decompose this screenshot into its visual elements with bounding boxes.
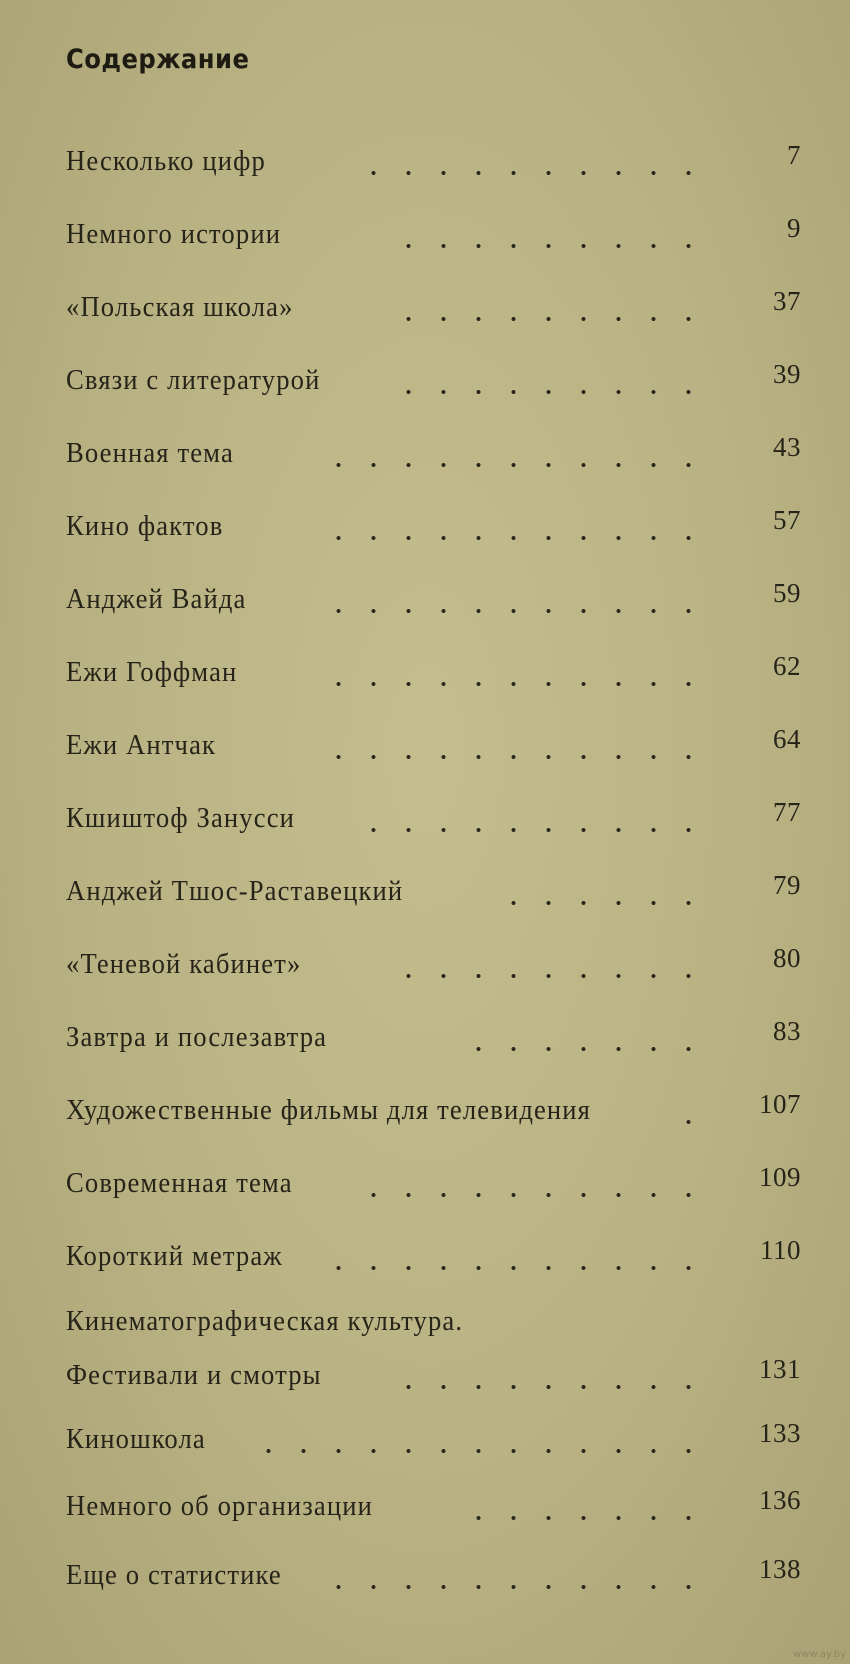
dot-leader <box>346 827 706 833</box>
entry-title: «Польская школа» <box>66 292 294 323</box>
entry-title: Ежи Гоффман <box>66 657 238 688</box>
entry-title: Киношкола <box>66 1424 206 1455</box>
toc-entry <box>66 1554 801 1598</box>
dot-leader <box>446 1046 706 1052</box>
entry-page-number: 138 <box>759 1554 801 1584</box>
toc-entry <box>66 870 801 914</box>
dot-leader <box>236 1448 706 1454</box>
entry-title: Еще о статистике <box>66 1560 282 1591</box>
entry-page-number: 133 <box>759 1418 801 1448</box>
entry-page-number: 136 <box>759 1485 801 1515</box>
entry-page-number: 39 <box>773 359 801 389</box>
dot-leader <box>306 535 706 541</box>
toc-entry <box>66 797 801 841</box>
entry-page-number: 79 <box>773 870 801 900</box>
entry-title: Художественные фильмы для телевидения <box>66 1095 592 1126</box>
toc-entry <box>66 578 801 622</box>
entry-title: Немного об организации <box>66 1491 373 1522</box>
dot-leader <box>376 973 706 979</box>
entry-title-line1: Кинематографическая культура. <box>66 1306 464 1337</box>
toc-entry <box>66 1089 801 1133</box>
entry-title: Военная тема <box>66 438 234 469</box>
entry-page-number: 7 <box>787 140 801 170</box>
toc-entry <box>66 432 801 476</box>
entry-page-number: 37 <box>773 286 801 316</box>
entry-page-number: 62 <box>773 651 801 681</box>
entry-title: Завтра и послезавтра <box>66 1022 328 1053</box>
entry-page-number: 110 <box>760 1235 801 1265</box>
entry-title: Анджей Тшос-Раставецкий <box>66 876 404 907</box>
dot-leader <box>386 1384 706 1390</box>
dot-leader <box>336 1584 706 1590</box>
entry-title: Анджей Вайда <box>66 584 247 615</box>
entry-page-number: 131 <box>759 1354 801 1384</box>
dot-leader <box>306 681 706 687</box>
dot-leader <box>366 1192 706 1198</box>
dot-leader <box>306 608 706 614</box>
toc-entry <box>66 140 801 184</box>
toc-entry <box>66 943 801 987</box>
dot-leader <box>306 462 706 468</box>
dot-leader <box>336 1265 706 1271</box>
toc-entry <box>66 1235 801 1279</box>
entry-title: Кшиштоф Занусси <box>66 803 296 834</box>
entry-page-number: 80 <box>773 943 801 973</box>
entry-page-number: 77 <box>773 797 801 827</box>
entry-page-number: 43 <box>773 432 801 462</box>
toc-entry <box>66 505 801 549</box>
toc-entry <box>66 359 801 403</box>
entry-page-number: 109 <box>759 1162 801 1192</box>
toc-entry <box>66 1016 801 1060</box>
entry-title: Связи с литературой <box>66 365 321 396</box>
entry-page-number: 64 <box>773 724 801 754</box>
toc-entry <box>66 1162 801 1206</box>
toc-entry <box>66 1485 801 1529</box>
entry-title: Кино фактов <box>66 511 224 542</box>
dot-leader <box>676 1119 706 1125</box>
entry-page-number: 9 <box>787 213 801 243</box>
toc-entry <box>66 1418 801 1462</box>
entry-page-number: 83 <box>773 1016 801 1046</box>
watermark-text: www.ay.by <box>793 1649 846 1660</box>
dot-leader <box>456 1515 706 1521</box>
entry-title: Ежи Антчак <box>66 730 217 761</box>
dot-leader <box>406 389 706 395</box>
entry-title: Фестивали и смотры <box>66 1360 322 1391</box>
dot-leader <box>376 243 706 249</box>
toc-entry <box>66 1306 801 1398</box>
entry-page-number: 57 <box>773 505 801 535</box>
dot-leader <box>366 170 706 176</box>
entry-title: Немного истории <box>66 219 282 250</box>
toc-entry <box>66 286 801 330</box>
toc-entry <box>66 213 801 257</box>
entry-title: Короткий метраж <box>66 1241 283 1272</box>
dot-leader <box>306 754 706 760</box>
entry-page-number: 59 <box>773 578 801 608</box>
entry-page-number: 107 <box>759 1089 801 1119</box>
toc-entry <box>66 724 801 768</box>
dot-leader <box>396 316 706 322</box>
entry-title: Несколько цифр <box>66 146 266 177</box>
toc-heading: Содержание <box>66 44 250 75</box>
dot-leader <box>506 900 706 906</box>
entry-title: «Теневой кабинет» <box>66 949 302 980</box>
entry-title: Современная тема <box>66 1168 293 1199</box>
toc-entry <box>66 651 801 695</box>
